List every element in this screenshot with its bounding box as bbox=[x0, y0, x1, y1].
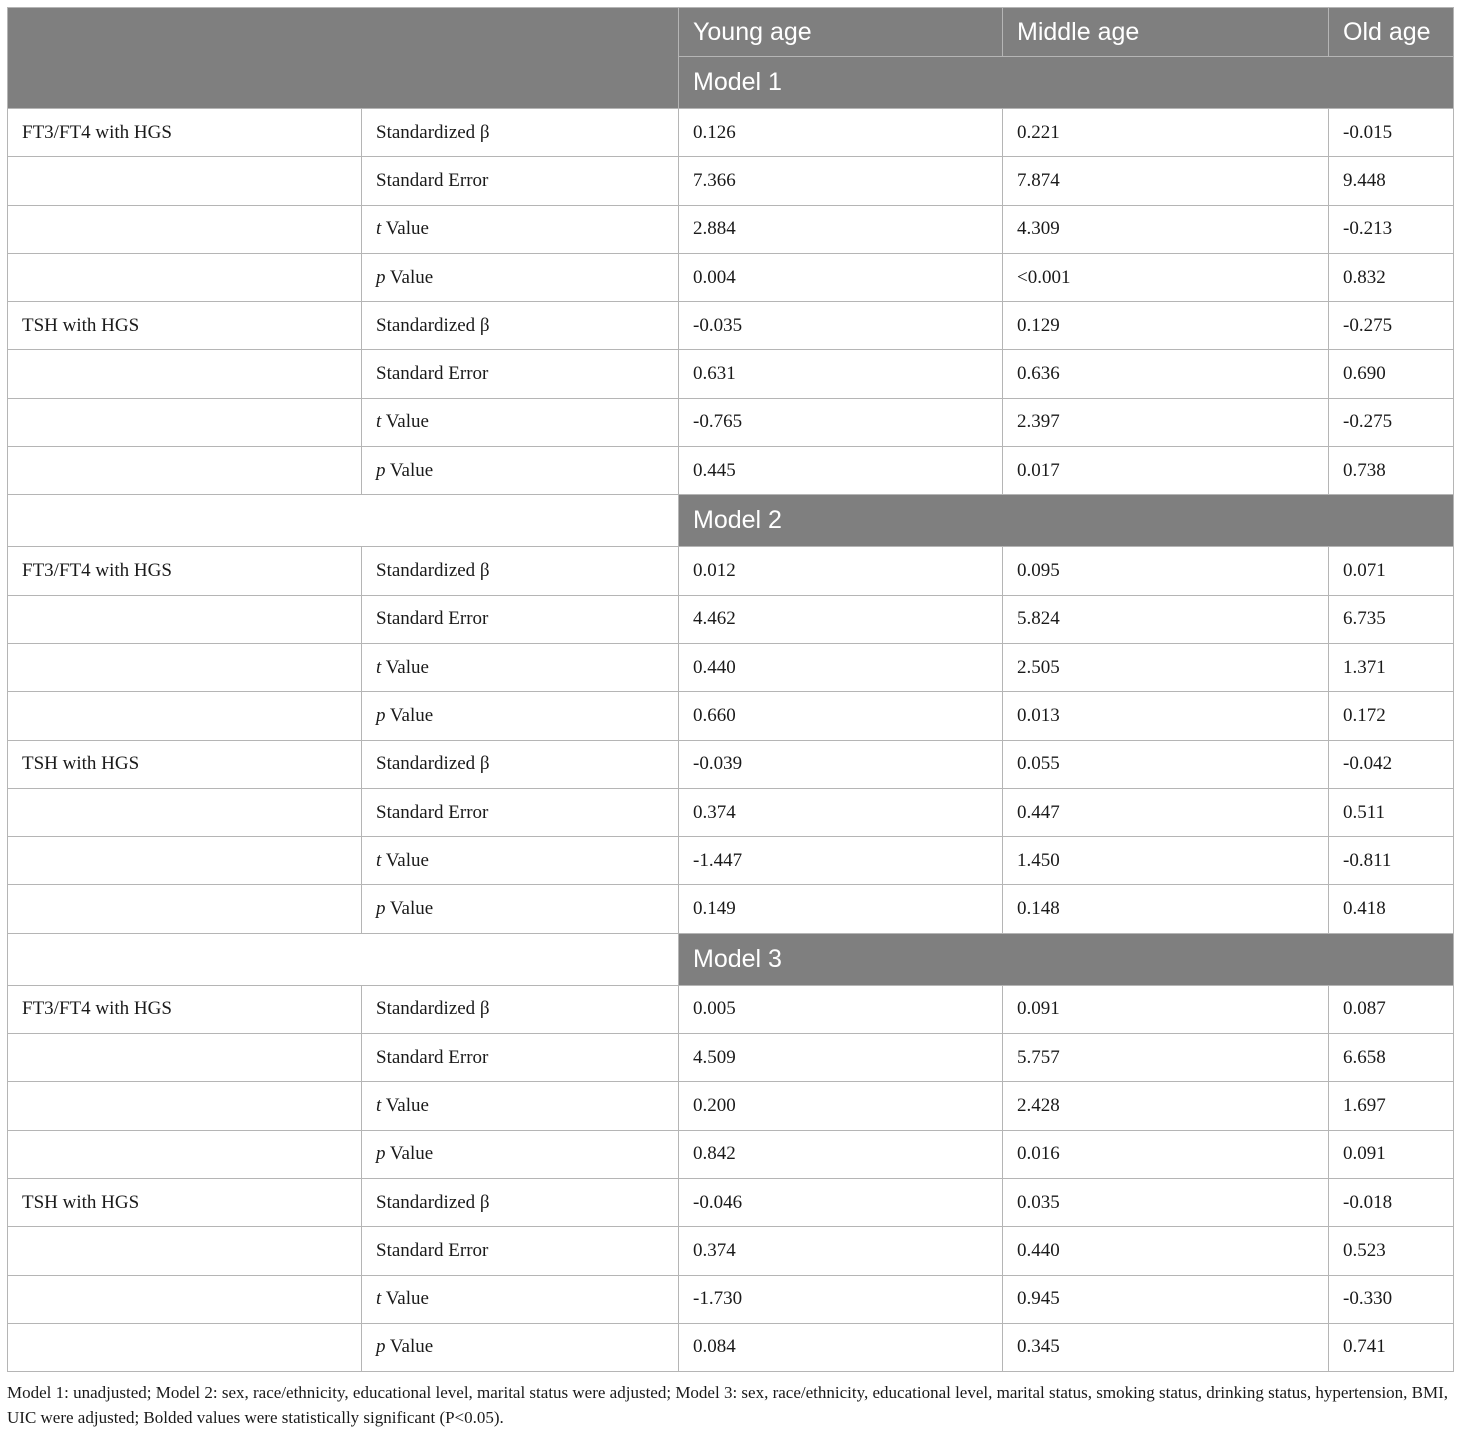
statistic-name: Value bbox=[385, 704, 434, 726]
statistic-label bbox=[362, 350, 679, 398]
value-cell: 0.440 bbox=[1003, 1227, 1329, 1275]
value-cell: -0.275 bbox=[1329, 302, 1454, 350]
statistic-symbol: p bbox=[376, 266, 386, 288]
statistic-name: Value bbox=[381, 656, 429, 678]
group-label-cell bbox=[8, 837, 362, 885]
group-label-cell bbox=[8, 350, 362, 398]
value-cell: 5.824 bbox=[1003, 595, 1329, 643]
table-row bbox=[8, 109, 1454, 157]
value-cell: 7.874 bbox=[1003, 157, 1329, 205]
value-cell: 0.445 bbox=[679, 447, 1003, 495]
table-row bbox=[8, 740, 1454, 788]
value-cell: 0.087 bbox=[1329, 985, 1454, 1033]
header-corner-cell bbox=[8, 8, 679, 109]
value-cell: -0.042 bbox=[1329, 740, 1454, 788]
value-cell: 0.842 bbox=[679, 1130, 1003, 1178]
statistic-name: Value bbox=[381, 411, 429, 433]
table-header bbox=[8, 8, 1454, 109]
statistic-label bbox=[362, 692, 679, 740]
group-label-cell: FT3/FT4 with HGS bbox=[8, 985, 362, 1033]
statistic-symbol: p bbox=[376, 459, 386, 481]
statistic-name: Standardized β bbox=[376, 314, 490, 336]
model-label: Model 3 bbox=[679, 933, 1454, 985]
statistic-name: Standard Error bbox=[376, 1046, 489, 1068]
group-label-cell bbox=[8, 447, 362, 495]
statistic-label bbox=[362, 985, 679, 1033]
group-label-cell: FT3/FT4 with HGS bbox=[8, 109, 362, 157]
value-cell: 0.091 bbox=[1329, 1130, 1454, 1178]
value-cell: 0.129 bbox=[1003, 302, 1329, 350]
value-cell: 0.221 bbox=[1003, 109, 1329, 157]
statistic-name: Standardized β bbox=[376, 753, 490, 775]
group-label-cell bbox=[8, 205, 362, 253]
statistic-label bbox=[362, 447, 679, 495]
group-label-cell bbox=[8, 398, 362, 446]
statistic-label bbox=[362, 1082, 679, 1130]
value-cell: 2.884 bbox=[679, 205, 1003, 253]
value-cell: -0.018 bbox=[1329, 1178, 1454, 1226]
value-cell: -0.275 bbox=[1329, 398, 1454, 446]
statistic-symbol: t bbox=[376, 849, 382, 871]
table-row bbox=[8, 1323, 1454, 1371]
table-row bbox=[8, 1227, 1454, 1275]
value-cell: 0.523 bbox=[1329, 1227, 1454, 1275]
group-label-cell bbox=[8, 253, 362, 301]
table-row bbox=[8, 1130, 1454, 1178]
table-row bbox=[8, 643, 1454, 691]
statistic-name: Standard Error bbox=[376, 363, 489, 385]
statistic-name: Value bbox=[385, 1336, 434, 1358]
table-row bbox=[8, 157, 1454, 205]
statistic-label bbox=[362, 595, 679, 643]
value-cell: -0.035 bbox=[679, 302, 1003, 350]
statistic-label bbox=[362, 1323, 679, 1371]
statistic-symbol: t bbox=[376, 1288, 382, 1310]
value-cell: 0.035 bbox=[1003, 1178, 1329, 1226]
table-row bbox=[8, 985, 1454, 1033]
statistic-name: Standardized β bbox=[376, 998, 490, 1020]
table-row bbox=[8, 205, 1454, 253]
value-cell: 0.200 bbox=[679, 1082, 1003, 1130]
value-cell: 0.084 bbox=[679, 1323, 1003, 1371]
table-row bbox=[8, 350, 1454, 398]
table-row bbox=[8, 1178, 1454, 1226]
statistic-label bbox=[362, 837, 679, 885]
value-cell: 0.095 bbox=[1003, 547, 1329, 595]
statistic-label bbox=[362, 398, 679, 446]
regression-table bbox=[7, 7, 1454, 1372]
statistic-label bbox=[362, 157, 679, 205]
statistic-label bbox=[362, 1227, 679, 1275]
group-label-cell: FT3/FT4 with HGS bbox=[8, 547, 362, 595]
table-row bbox=[8, 788, 1454, 836]
model-label: Model 2 bbox=[679, 495, 1454, 547]
statistic-label bbox=[362, 109, 679, 157]
value-cell: 4.462 bbox=[679, 595, 1003, 643]
group-label-cell bbox=[8, 692, 362, 740]
statistic-symbol: p bbox=[376, 1336, 386, 1358]
value-cell: 0.741 bbox=[1329, 1323, 1454, 1371]
statistic-name: Value bbox=[385, 1143, 434, 1165]
value-cell: 9.448 bbox=[1329, 157, 1454, 205]
value-cell: 0.631 bbox=[679, 350, 1003, 398]
statistic-name: Value bbox=[381, 1288, 429, 1310]
value-cell: 6.658 bbox=[1329, 1034, 1454, 1082]
value-cell: 2.505 bbox=[1003, 643, 1329, 691]
table-row bbox=[8, 1275, 1454, 1323]
statistic-label bbox=[362, 740, 679, 788]
statistic-name: Value bbox=[381, 1094, 429, 1116]
group-label-cell bbox=[8, 595, 362, 643]
table-row bbox=[8, 1082, 1454, 1130]
value-cell: 0.418 bbox=[1329, 885, 1454, 933]
value-cell: 0.440 bbox=[679, 643, 1003, 691]
value-cell: 0.017 bbox=[1003, 447, 1329, 495]
table-row bbox=[8, 253, 1454, 301]
value-cell: 4.309 bbox=[1003, 205, 1329, 253]
value-cell: 0.005 bbox=[679, 985, 1003, 1033]
statistic-symbol: p bbox=[376, 704, 386, 726]
model-spacer-cell bbox=[8, 495, 679, 547]
group-label-cell bbox=[8, 157, 362, 205]
value-cell: 0.832 bbox=[1329, 253, 1454, 301]
value-cell: -1.730 bbox=[679, 1275, 1003, 1323]
value-cell: 0.738 bbox=[1329, 447, 1454, 495]
statistic-label bbox=[362, 1034, 679, 1082]
table-footnote: Model 1: unadjusted; Model 2: sex, race/ethnicity, educational level, marital status were adjusted; Model 3: sex, race/ethnicity, educational level, marital status, smoking status, drinking status, hypertension, BMI, UIC were adjusted; Bolded values were statistically significant (P<0.05). bbox=[7, 1383, 1449, 1427]
group-label-cell bbox=[8, 788, 362, 836]
value-cell: 0.126 bbox=[679, 109, 1003, 157]
value-cell: 0.690 bbox=[1329, 350, 1454, 398]
value-cell: 0.148 bbox=[1003, 885, 1329, 933]
statistic-name: Standard Error bbox=[376, 608, 489, 630]
value-cell: 0.374 bbox=[679, 1227, 1003, 1275]
group-label-cell: TSH with HGS bbox=[8, 740, 362, 788]
value-cell: -0.046 bbox=[679, 1178, 1003, 1226]
column-header-old-age: Old age bbox=[1329, 8, 1454, 57]
model-header-row bbox=[8, 933, 1454, 985]
value-cell: 0.945 bbox=[1003, 1275, 1329, 1323]
value-cell: -0.330 bbox=[1329, 1275, 1454, 1323]
table-row bbox=[8, 692, 1454, 740]
value-cell: 0.511 bbox=[1329, 788, 1454, 836]
table-row bbox=[8, 885, 1454, 933]
statistic-symbol: p bbox=[376, 898, 386, 920]
value-cell: 0.016 bbox=[1003, 1130, 1329, 1178]
value-cell: -0.039 bbox=[679, 740, 1003, 788]
value-cell: 7.366 bbox=[679, 157, 1003, 205]
statistic-name: Standardized β bbox=[376, 1191, 490, 1213]
table-row bbox=[8, 547, 1454, 595]
value-cell: 0.636 bbox=[1003, 350, 1329, 398]
value-cell: -0.015 bbox=[1329, 109, 1454, 157]
value-cell: 0.071 bbox=[1329, 547, 1454, 595]
statistic-name: Standard Error bbox=[376, 169, 489, 191]
statistic-name: Value bbox=[385, 459, 434, 481]
statistic-label bbox=[362, 1275, 679, 1323]
statistic-name: Standardized β bbox=[376, 560, 490, 582]
value-cell: 0.172 bbox=[1329, 692, 1454, 740]
table-row bbox=[8, 1034, 1454, 1082]
column-header-young-age: Young age bbox=[679, 8, 1003, 57]
value-cell: -0.765 bbox=[679, 398, 1003, 446]
statistic-symbol: t bbox=[376, 1094, 382, 1116]
value-cell: 4.509 bbox=[679, 1034, 1003, 1082]
value-cell: 0.091 bbox=[1003, 985, 1329, 1033]
group-label-cell bbox=[8, 1227, 362, 1275]
value-cell: 0.012 bbox=[679, 547, 1003, 595]
value-cell: -0.811 bbox=[1329, 837, 1454, 885]
group-label-cell bbox=[8, 1275, 362, 1323]
value-cell: 0.660 bbox=[679, 692, 1003, 740]
statistic-label bbox=[362, 885, 679, 933]
group-label-cell bbox=[8, 1323, 362, 1371]
group-label-cell bbox=[8, 1082, 362, 1130]
statistic-name: Value bbox=[385, 266, 434, 288]
statistic-symbol: t bbox=[376, 218, 382, 240]
group-label-cell bbox=[8, 885, 362, 933]
statistic-name: Standard Error bbox=[376, 1239, 489, 1261]
table-body bbox=[8, 109, 1454, 1372]
value-cell: -1.447 bbox=[679, 837, 1003, 885]
model-header-row bbox=[8, 495, 1454, 547]
statistic-name: Standardized β bbox=[376, 121, 490, 143]
table-row bbox=[8, 595, 1454, 643]
value-cell: 0.374 bbox=[679, 788, 1003, 836]
group-label-cell: TSH with HGS bbox=[8, 1178, 362, 1226]
value-cell: 0.447 bbox=[1003, 788, 1329, 836]
statistic-label bbox=[362, 1178, 679, 1226]
value-cell: 0.149 bbox=[679, 885, 1003, 933]
table-row bbox=[8, 837, 1454, 885]
value-cell: 6.735 bbox=[1329, 595, 1454, 643]
value-cell: 0.055 bbox=[1003, 740, 1329, 788]
model-spacer-cell bbox=[8, 933, 679, 985]
group-label-cell bbox=[8, 1130, 362, 1178]
group-label-cell: TSH with HGS bbox=[8, 302, 362, 350]
value-cell: 5.757 bbox=[1003, 1034, 1329, 1082]
value-cell: 0.004 bbox=[679, 253, 1003, 301]
value-cell: 1.697 bbox=[1329, 1082, 1454, 1130]
value-cell: 2.428 bbox=[1003, 1082, 1329, 1130]
group-label-cell bbox=[8, 643, 362, 691]
table-row bbox=[8, 398, 1454, 446]
statistic-symbol: p bbox=[376, 1143, 386, 1165]
statistic-name: Standard Error bbox=[376, 801, 489, 823]
statistic-label bbox=[362, 253, 679, 301]
statistic-label bbox=[362, 205, 679, 253]
table-row bbox=[8, 302, 1454, 350]
value-cell: <0.001 bbox=[1003, 253, 1329, 301]
model-label: Model 1 bbox=[679, 57, 1454, 109]
value-cell: 2.397 bbox=[1003, 398, 1329, 446]
value-cell: -0.213 bbox=[1329, 205, 1454, 253]
value-cell: 0.013 bbox=[1003, 692, 1329, 740]
statistic-label bbox=[362, 788, 679, 836]
value-cell: 0.345 bbox=[1003, 1323, 1329, 1371]
value-cell: 1.371 bbox=[1329, 643, 1454, 691]
value-cell: 1.450 bbox=[1003, 837, 1329, 885]
statistic-symbol: t bbox=[376, 411, 382, 433]
statistic-name: Value bbox=[385, 898, 434, 920]
table-row bbox=[8, 447, 1454, 495]
column-header-middle-age: Middle age bbox=[1003, 8, 1329, 57]
statistic-name: Value bbox=[381, 218, 429, 240]
statistic-label bbox=[362, 643, 679, 691]
group-label-cell bbox=[8, 1034, 362, 1082]
statistic-label bbox=[362, 547, 679, 595]
statistic-name: Value bbox=[381, 849, 429, 871]
statistic-label bbox=[362, 1130, 679, 1178]
statistic-label bbox=[362, 302, 679, 350]
statistic-symbol: t bbox=[376, 656, 382, 678]
